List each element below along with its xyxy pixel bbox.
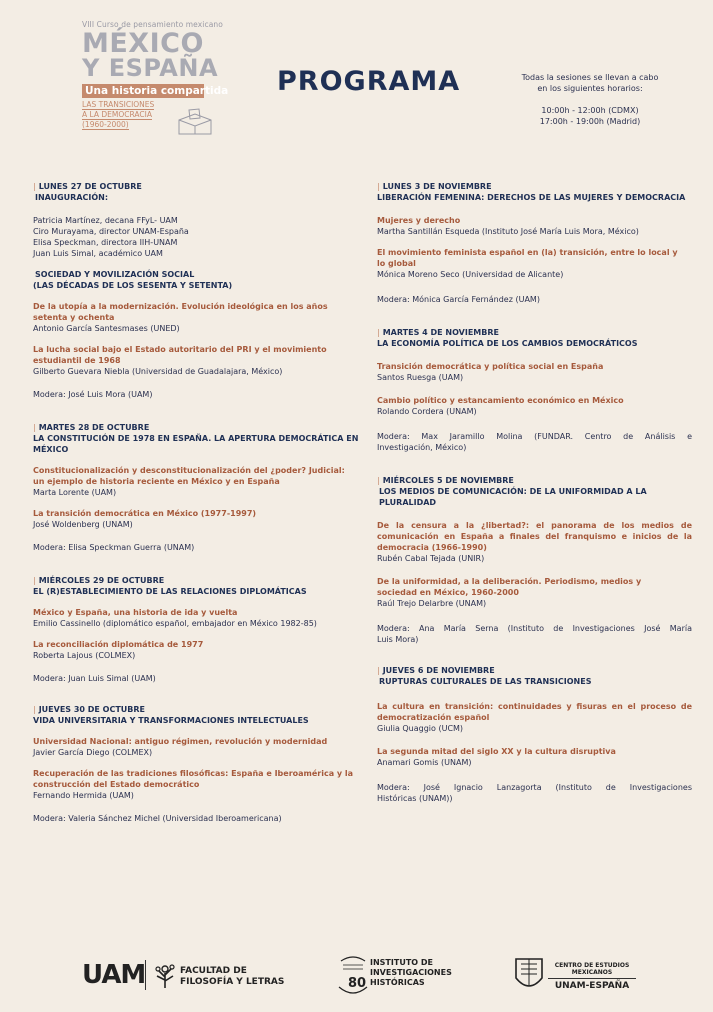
talk-title: sociedad en México, 1960-2000 <box>377 588 519 597</box>
time-madrid: 17:00h - 19:00h (Madrid) <box>539 117 641 126</box>
talk-title: Recuperación de las tradiciones filosóficas: España e Iberoamérica y la <box>33 769 354 778</box>
talk-title: democracia (1966-1990) <box>377 543 487 552</box>
session-theme: INAUGURACIÓN: <box>35 193 109 202</box>
iih-80: 80 <box>348 976 367 991</box>
logo-kicker: VIII Curso de pensamiento mexicano <box>82 20 223 29</box>
talk-title: Universidad Nacional: antiguo régimen, revolución y modernidad <box>33 737 328 746</box>
talk-title: setenta y ochenta <box>33 313 115 322</box>
moderator: Modera: Max Jaramillo Molina (FUNDAR. Centro de Análisis e <box>377 432 692 441</box>
talk-title: La cultura en transición: continuidades y fisuras en el proceso de <box>377 702 692 711</box>
schedule-info: Todas la sesiones se llevan a cabo en los siguientes horarios: 10:00h - 12:00h (CDMX) 17:00h - 19:00h (Madrid) <box>505 72 675 127</box>
page-title: PROGRAMA <box>277 66 461 97</box>
talk-title: lo global <box>377 259 416 268</box>
session-day: | JUEVES 6 DE NOVIEMBRE <box>377 666 495 675</box>
talk-title: construcción del Estado democrático <box>33 780 200 789</box>
talk-title: comunicación en España a finales del franquismo e inicios de la <box>377 532 692 541</box>
speaker: Roberta Lajous (COLMEX) <box>33 651 136 660</box>
moderator: Modera: José Luis Mora (UAM) <box>33 390 153 399</box>
session-day: | MIÉRCOLES 29 DE OCTUBRE <box>33 576 165 585</box>
speaker: José Woldenberg (UNAM) <box>33 520 133 529</box>
speaker: Rubén Cabal Tejada (UNIR) <box>377 554 485 563</box>
speaker: Juan Luis Simal, académico UAM <box>33 249 163 258</box>
session-theme: RUPTURAS CULTURALES DE LAS TRANSICIONES <box>379 677 592 686</box>
talk-title: La transición democrática en México (1977-1997) <box>33 509 257 518</box>
session-day: | LUNES 27 DE OCTUBRE <box>33 182 142 191</box>
speaker: Patricia Martínez, decana FFyL- UAM <box>33 216 178 225</box>
time-cdmx: 10:00h - 12:00h (CDMX) <box>541 106 639 115</box>
talk-title: La lucha social bajo el Estado autoritario del PRI y el movimiento <box>33 345 327 354</box>
talk-title: De la uniformidad, a la deliberación. Periodismo, medios y <box>377 577 642 586</box>
speaker: Marta Lorente (UAM) <box>33 488 117 497</box>
logo-espana: Y ESPAÑA <box>82 54 219 82</box>
program-column-right <box>377 181 692 804</box>
session-day: | MARTES 4 DE NOVIEMBRE <box>377 328 499 337</box>
session-theme: LA CONSTITUCIÓN DE 1978 EN ESPAÑA. LA APERTURA DEMOCRÁTICA EN <box>33 434 359 443</box>
moderator: Modera: Valeria Sánchez Michel (Universidad Iberoamericana) <box>33 814 282 823</box>
moderator: Luis Mora) <box>377 635 419 644</box>
session-theme: (LAS DÉCADAS DE LOS SESENTA Y SETENTA) <box>33 281 233 290</box>
talk-title: El movimiento feminista español en (la) transición, entre lo local y <box>377 248 678 257</box>
logo-mexico: MÉXICO <box>82 28 204 59</box>
session-day: | MARTES 28 DE OCTUBRE <box>33 423 150 432</box>
ffyl-logo-text: FACULTAD DE FILOSOFÍA Y LETRAS <box>180 966 285 987</box>
speaker: Mónica Moreno Seco (Universidad de Alicante) <box>377 270 564 279</box>
speaker: Javier García Diego (COLMEX) <box>33 748 153 757</box>
talk-title: un ejemplo de historia reciente en México y en España <box>33 477 280 486</box>
unam-shield-icon <box>513 956 545 994</box>
moderator: Modera: Ana María Serna (Instituto de Investigaciones José María <box>377 624 692 633</box>
moderator: Modera: José Ignacio Lanzagorta (Instituto de Investigaciones <box>377 783 692 792</box>
uam-logo: UAM <box>82 960 146 990</box>
session-day: | MIÉRCOLES 5 DE NOVIEMBRE <box>377 476 514 485</box>
ballot-box-icon <box>175 108 215 138</box>
session-theme: LIBERACIÓN FEMENINA: DERECHOS DE LAS MUJERES Y DEMOCRACIA <box>377 193 686 202</box>
talk-title: De la utopía a la modernización. Evolución ideológica en los años <box>33 302 328 311</box>
talk-title: La reconciliación diplomática de 1977 <box>33 640 204 649</box>
talk-title: De la censura a la ¿libertad?: el panorama de los medios de <box>377 521 692 530</box>
talk-title: estudiantil de 1968 <box>33 356 121 365</box>
speaker: Ciro Murayama, director UNAM-España <box>33 227 189 236</box>
session-theme: MÉXICO <box>33 445 69 454</box>
session-day: | JUEVES 30 DE OCTUBRE <box>33 705 145 714</box>
speaker: Martha Santillán Esqueda (Instituto José María Luis Mora, México) <box>377 227 639 236</box>
speaker: Gilberto Guevara Niebla (Universidad de Guadalajara, México) <box>33 367 283 376</box>
program-column-left <box>33 181 368 824</box>
iih-logo-text: INSTITUTO DE INVESTIGACIONES HISTÓRICAS <box>370 958 452 987</box>
session-day: | LUNES 3 DE NOVIEMBRE <box>377 182 492 191</box>
session-theme: LOS MEDIOS DE COMUNICACIÓN: DE LA UNIFORMIDAD A LA PLURALIDAD <box>379 487 647 507</box>
talk-title: Cambio político y estancamiento económico en México <box>377 396 624 405</box>
speaker: Elisa Speckman, directora IIH-UNAM <box>33 238 178 247</box>
moderator: Modera: Elisa Speckman Guerra (UNAM) <box>33 543 195 552</box>
speaker: Santos Ruesga (UAM) <box>377 373 464 382</box>
speaker: Antonio García Santesmases (UNED) <box>33 324 180 333</box>
speaker: Emilio Cassinello (diplomático español, embajador en México 1982-85) <box>33 619 317 628</box>
talk-title: democratización español <box>377 713 490 722</box>
talk-title: Constitucionalización y desconstitucionalización del ¿poder? Judicial: <box>33 466 345 475</box>
moderator: Investigación, México) <box>377 443 467 452</box>
speaker: Anamari Gomis (UNAM) <box>377 758 472 767</box>
logo-banner: Una historia compartida <box>82 84 204 98</box>
speaker: Rolando Cordera (UNAM) <box>377 407 477 416</box>
talk-title: México y España, una historia de ida y vuelta <box>33 608 238 617</box>
speaker: Giulia Quaggio (UCM) <box>377 724 464 733</box>
talk-title: La segunda mitad del siglo XX y la cultura disruptiva <box>377 747 616 756</box>
moderator: Históricas (UNAM)) <box>377 794 453 803</box>
moderator: Modera: Mónica García Fernández (UAM) <box>377 295 540 304</box>
session-theme: SOCIEDAD Y MOVILIZACIÓN SOCIAL <box>35 270 195 279</box>
tree-icon <box>153 961 177 989</box>
session-theme: LA ECONOMÍA POLÍTICA DE LOS CAMBIOS DEMOCRÁTICOS <box>377 339 638 348</box>
session-theme: VIDA UNIVERSITARIA Y TRANSFORMACIONES INTELECTUALES <box>33 716 309 725</box>
logo-divider <box>145 960 146 990</box>
speaker: Raúl Trejo Delarbre (UNAM) <box>377 599 487 608</box>
cem-logo-text: CENTRO DE ESTUDIOS MEXICANOS UNAM-ESPAÑA <box>548 962 636 992</box>
speaker: Fernando Hermida (UAM) <box>33 791 134 800</box>
moderator: Modera: Juan Luis Simal (UAM) <box>33 674 156 683</box>
logo-subtitle: LAS TRANSICIONES A LA DEMOCRACIA (1960-2000) <box>82 100 155 129</box>
talk-title: Transición democrática y política social en España <box>377 362 604 371</box>
session-theme: EL (R)ESTABLECIMIENTO DE LAS RELACIONES DIPLOMÁTICAS <box>33 587 307 596</box>
talk-title: Mujeres y derecho <box>377 216 461 225</box>
